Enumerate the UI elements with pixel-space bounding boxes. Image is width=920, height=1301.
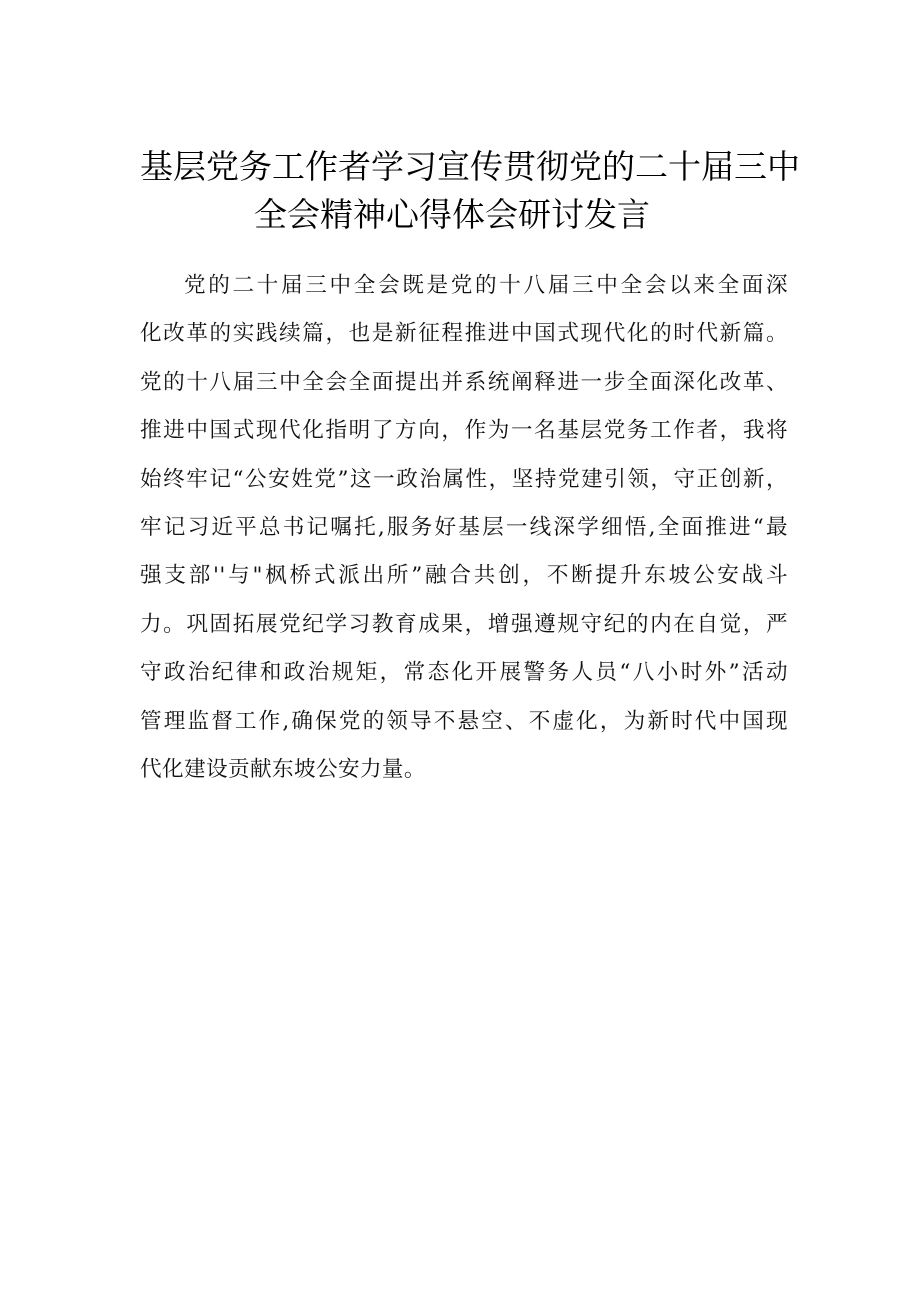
body-line-3: 党的十八届三中全会全面提出并系统阐释进一步全面深化改革、 [140,369,788,395]
document-title [140,143,800,239]
title-line-1: 基层党务工作者学习宣传贯彻党的二十届三中 [140,147,800,186]
body-line-5: 始终牢记“公安姓党”这一政治属性，坚持党建引领，守正创新， [140,466,788,492]
document-body [140,262,788,794]
body-line-8: 力。巩固拓展党纪学习教育成果，增强遵规守纪的内在自觉，严 [140,611,788,637]
body-line-7: 强支部''与"枫桥式派出所”融合共创，不断提升东坡公安战斗 [140,563,788,589]
body-line-11: 代化建设贡献东坡公安力量。 [140,757,426,783]
body-line-4: 推进中国式现代化指明了方向，作为一名基层党务工作者，我将 [140,418,788,444]
title-line-2: 全会精神心得体会研讨发言 [254,195,650,234]
body-line-2: 化改革的实践续篇，也是新征程推进中国式现代化的时代新篇。 [140,321,788,347]
body-line-10: 管理监督工作,确保党的领导不悬空、不虚化，为新时代中国现 [140,708,788,734]
body-line-1: 党的二十届三中全会既是党的十八届三中全会以来全面深 [184,273,788,298]
body-line-9: 守政治纪律和政治规矩，常态化开展警务人员“八小时外”活动 [140,660,788,686]
body-line-6: 牢记习近平总书记嘱托,服务好基层一线深学细悟,全面推进“最 [140,515,788,541]
